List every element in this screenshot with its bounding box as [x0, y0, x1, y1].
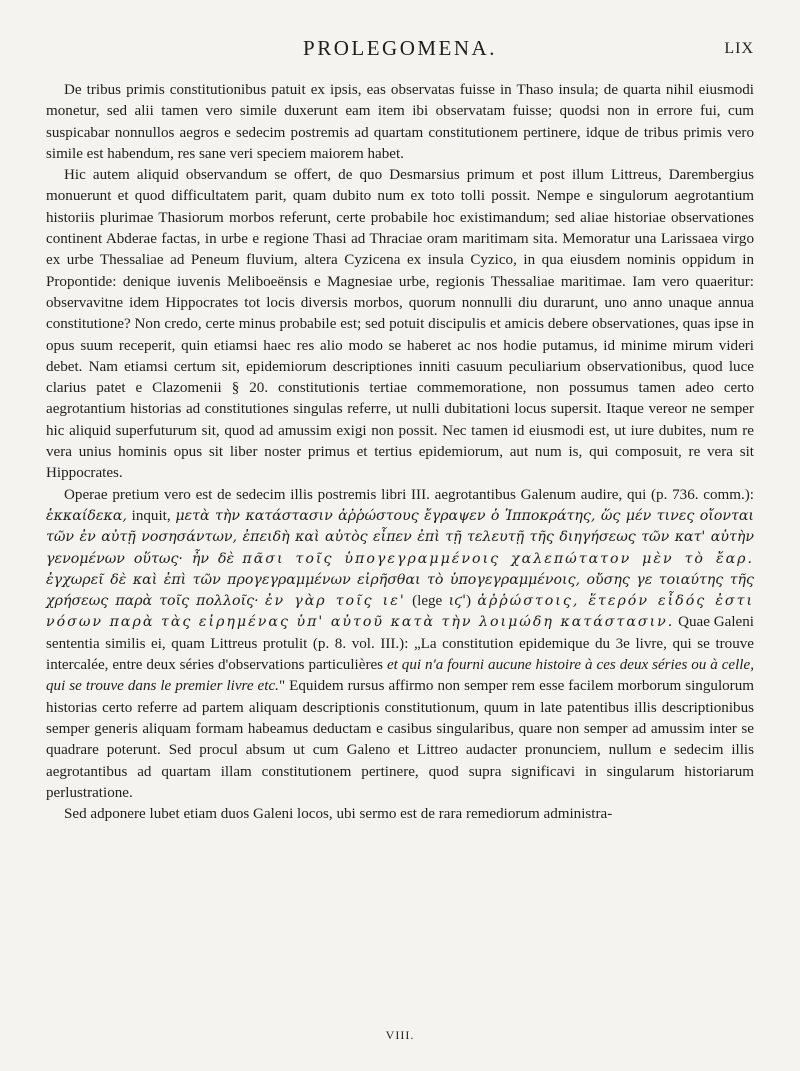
paragraph-4: Sed adponere lubet etiam duos Galeni locos, ubi sermo est de rara remediorum administra- [64, 806, 613, 823]
latin-text: " Equidem rursus affirmo non semper rem esse facilem morborum singulorum historias certo referre ad partem aliquam descriptionis constitutionum, quum in late patentibus illis descriptionibus semper generis aliquam formam habeamus deductam e casibus singularibus, quare non semper ad amussim inter se quadrare poterunt. Sed procul absum ut cum Galeno et Littreo audacter pronunciem, nullum e sedecim illis aegrotantibus ad quartam illam constitutionem pertinere, quod supra significavi in singularum historiarum perlustratione. [46, 678, 754, 801]
greek-quote-spaced: πᾶσι τοῖς ὑπογεγραμμένοις χαλεπώτατον μὲν τὸ ἔαρ. [242, 550, 754, 567]
latin-text: inquit, [131, 507, 171, 524]
running-header [0, 36, 800, 62]
latin-text: Operae pretium vero est de sedecim illis postremis libri III. aegrotantibus Galenum audire, qui (p. 736. comm.): [64, 486, 754, 503]
greek-quote-spaced: ἀῤῥώστοις, ἕτερόν εἶδός ἐστι νόσων παρὰ τὰς εἰρημένας ὑπ' αὐτοῦ κατὰ τὴν λοιμώδη κατάστασιν. [46, 593, 755, 631]
greek-quote: μετὰ τὴν κατάστασιν ἀῤῥώστους ἔγραψεν ὁ Ἱπποκράτης, ὥς μέν τινες οἴονται τῶν ἐν αὐτῇ νοσησάντων, ἐπειδὴ καὶ αὐτὸς εἶπεν ἐπὶ τῇ τελευτῇ τῆς διηγήσεως τῶν κατ' αὐτὴν γενομένων οὕτως· ἦν δὲ [46, 507, 754, 567]
body-text [46, 80, 754, 825]
latin-text: (lege [412, 593, 443, 610]
french-quote-italic: et qui n'a fourni aucune histoire à ces deux séries ou à celle, qui se trouve dans le premier livre etc. [46, 657, 754, 695]
greek-quote: ἐγχωρεῖ δὲ καὶ ἐπὶ τῶν προγεγραμμένων εἰρῆσθαι τὸ ὑπογεγραμμένοις, οὔσης γε τοιαύτης τῆς χρήσεως παρὰ τοῖς πολλοῖς· [46, 571, 754, 610]
running-title: PROLEGOMENA. [303, 36, 497, 60]
paragraph-3 [46, 485, 754, 804]
signature-mark: VIII. [385, 1028, 415, 1042]
greek-quote: ιϛ' [448, 593, 467, 610]
paragraph-1: De tribus primis constitutionibus patuit ex ipsis, eas observatas fuisse in Thaso insula; de quarta nihil eiusmodi monetur, sed alii tamen vero simile duxerunt eam item ibi observatam fuisse; quodsi non in errore fui, cum suspicabar nonnullos aegros e sedecim postremis ad quartam constitutionem pertinere, idque de tribus primis vero simile est habendum, res sane veri speciem maiorem habet. [46, 82, 754, 162]
paragraph-2: Hic autem aliquid observandum se offert, de quo Desmarsius primum et post illum Littreus, Darembergius monuerunt et quod difficultatem parit, quam dubito num ex toto tolli possit. Nempe e singulorum aegrotantium historiis plurimae Thasiorum morbos referunt, certe probabile hoc existimandum; sed aliae historiae observationes continent Abderae factas, in urbe e regione Thasi ad Thraciae oram maritimam sita. Memoratur una Larissaea virgo ex urbe Thessaliae ad Peneum fluvium, altera Cyzicena ex insula Cyzico, in qua eiusdem nominis oppidum in Propontide: denique iuvenis Meliboeënsis e Magnesiae urbe, regionis Thessaliae maritimae. Iam vero quaeritur: observavitne idem Hippocrates tot locis diversis morbos, quorum nonnulli diu durarunt, uno anno unaque annua constitutione? Non credo, certe minus probabile est; sed potuit discipulis et amicis debere observationes, quas ipse in opus suum receperit, quin etiamsi haec res alio modo se haberet ac nos hodie putamus, id minime mirum videri debet. Nam etiamsi certum sit, epidemiorum descriptiones inniti casuum peculiarium observationibus, quod luce clarius patet e Clazomenii § 20. constitutionis tertiae commemoratione, non possumus tamen adeo certo aegrotantium historias ad constitutiones singulas referre, ut nulli dubitationi locus supersit. Itaque vereor ne semper hic aliquid superfuturum sit, quod ad amussim exigi non possit. Nec tamen id eiusmodi est, ut iure dubites, num re vera unius hominis opus sit liber noster primus et tertius epidemiorum, aut num is, qui composuit, re vera sit Hippocrates. [46, 167, 754, 482]
greek-quote: ἑκκαίδεκα, [46, 507, 127, 524]
latin-text: Quae Galeni sententia similis ei, quam Littreus protulit (p. 8. vol. III.): „La constitution epidemique du 3e livre, qui se trouve intercalée, entre deux séries d'observations particulières [46, 614, 754, 674]
greek-quote-spaced: ἐν γὰρ τοῖς ιε' [264, 593, 406, 610]
latin-text: ) [466, 593, 472, 610]
page-number: LIX [724, 40, 754, 57]
